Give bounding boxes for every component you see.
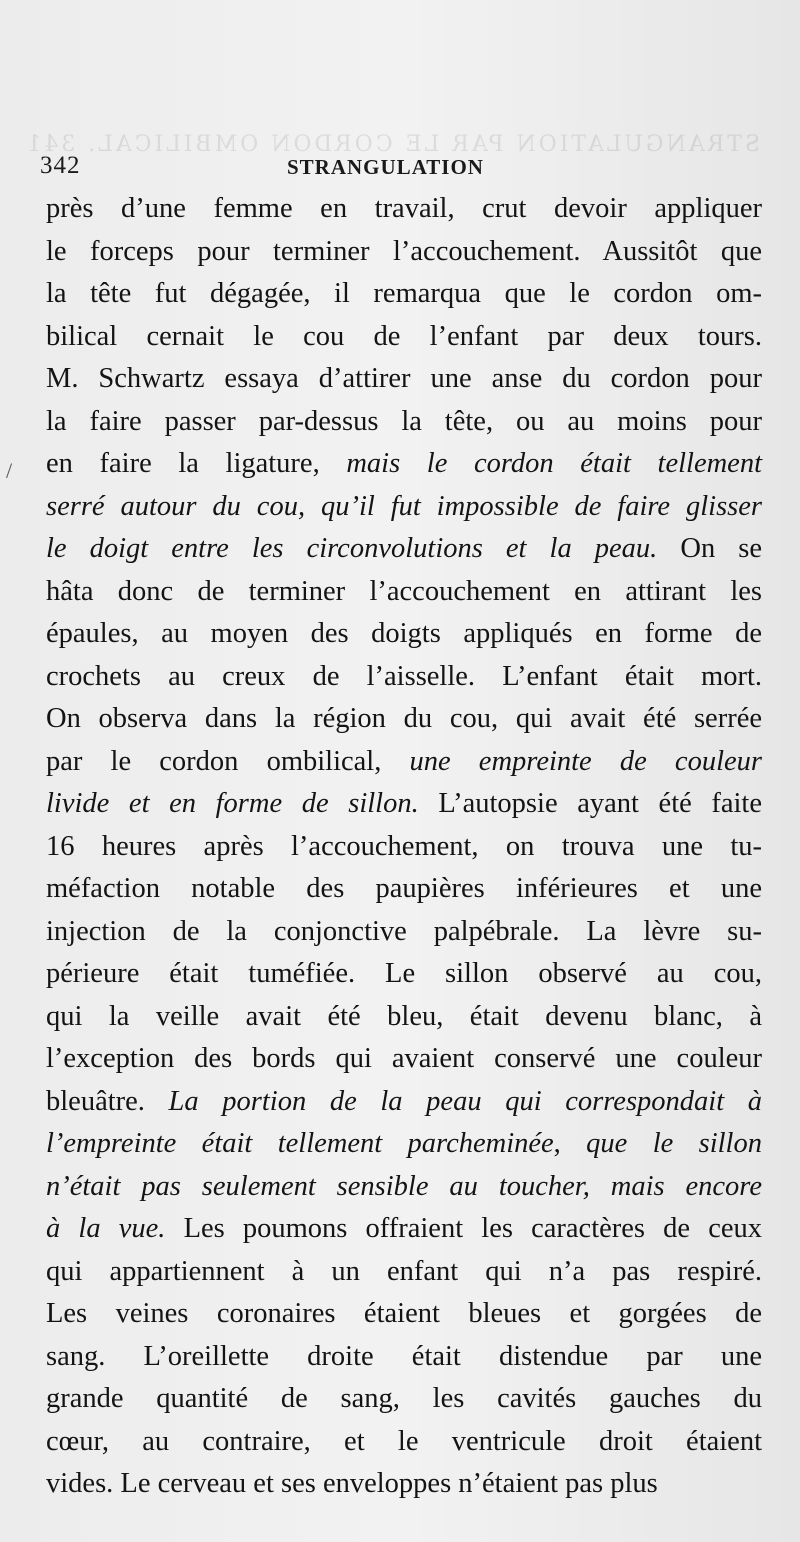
text-line [46,698,762,741]
text-segment: sang. L’oreillette droite était distendue par une [46,1340,762,1372]
text-line [46,1378,762,1421]
text-line [46,1081,762,1124]
text-line [46,826,762,869]
italic-text-segment: La portion de la peau qui correspondait à [168,1085,763,1117]
text-line [46,571,762,614]
body-text [46,188,762,1506]
italic-text-segment: n’était pas seulement sensible au toucher, mais encore [46,1170,762,1202]
text-line [46,486,762,529]
text-line [46,1123,762,1166]
text-segment: Les poumons offraient les caractères de ceux [165,1213,762,1244]
text-segment: , [553,1128,587,1159]
text-line [46,911,762,954]
text-segment: cœur, au contraire, et le ventricule droit étaient [46,1425,762,1457]
text-segment: 16 heures après l’accouchement, on trouva une tu- [46,830,762,862]
italic-text-segment: une empreinte de couleur [409,745,762,777]
text-line [46,528,762,571]
text-line [46,316,762,359]
text-line [46,996,762,1039]
text-segment: périeure était tuméfiée. Le sillon observé au cou, [46,958,762,989]
text-line [46,1421,762,1464]
text-line [46,783,762,826]
text-segment: L’autopsie ayant été faite [418,788,762,819]
text-segment: Les veines coronaires étaient bleues et gorgées de [46,1298,762,1329]
bleed-through-text: STRANGULATION PAR LE CORDON OMBILICAL. 341 [24,132,760,157]
italic-text-segment: livide et en forme de sillon. [46,788,419,819]
italic-text-segment: serré autour du cou, qu’il fut impossible de faire glisser [46,490,762,522]
text-segment: en faire la ligature, [46,448,347,479]
text-segment: bleuâtre. [46,1085,169,1117]
page-number: 342 [40,152,81,179]
text-line [46,1336,762,1379]
text-line [46,401,762,444]
text-segment: injection de la conjonctive palpébrale. La lèvre su- [46,915,762,947]
text-line [46,953,762,996]
italic-text-segment: à la vue. [46,1213,166,1244]
text-segment: crochets au creux de l’aisselle. L’enfant était mort. [46,660,762,692]
text-line [46,656,762,699]
text-segment: l’exception des bords qui avaient conservé une couleur [46,1043,762,1074]
text-line [46,1251,762,1294]
text-segment: M. Schwartz essaya d’attirer une anse du cordon pour [46,363,762,394]
text-line [46,231,762,274]
text-line [46,741,762,784]
italic-text-segment: le doigt entre les circonvolutions et la peau. [46,533,658,564]
italic-text-segment: mais le cordon était tellement [346,448,763,479]
text-line [46,613,762,656]
margin-mark: / [6,458,13,483]
text-segment: qui appartiennent à un enfant qui n’a pas respiré. [46,1255,762,1287]
text-segment: On observa dans la région du cou, qui avait été serrée [46,703,762,734]
text-segment: près d’une femme en travail, crut devoir appliquer [46,193,762,224]
text-line [46,1038,762,1081]
text-segment: méfaction notable des paupières inférieures et une [46,873,762,904]
italic-text-segment: l’empreinte était tellement parcheminée [46,1128,554,1159]
text-line [46,1166,762,1209]
text-line [46,273,762,316]
text-segment: le forceps pour terminer l’accouchement. Aussitôt que [46,235,762,267]
text-line [46,443,762,486]
text-line [46,1463,762,1506]
text-segment: On se [657,533,763,564]
page-header [40,152,760,186]
text-segment: vides. Le cerveau et ses enveloppes n’étaient pas plus [46,1468,658,1499]
text-line [46,1208,762,1251]
running-head: STRANGULATION [287,155,484,179]
text-line [46,868,762,911]
text-segment: grande quantité de sang, les cavités gauches du [46,1383,762,1414]
text-segment: qui la veille avait été bleu, était devenu blanc, à [46,1000,762,1032]
text-segment: hâta donc de terminer l’accouchement en attirant les [46,575,762,607]
text-line [46,188,762,231]
text-segment: bilical cernait le cou de l’enfant par deux tours. [46,320,762,352]
text-segment: par le cordon ombilical, [46,745,410,777]
italic-text-segment: que le sillon [586,1128,762,1159]
text-segment: épaules, au moyen des doigts appliqués en forme de [46,618,762,649]
text-segment: la faire passer par-dessus la tête, ou au moins pour [46,405,762,437]
text-segment: la tête fut dégagée, il remarqua que le cordon om- [46,278,762,309]
text-line [46,358,762,401]
text-line [46,1293,762,1336]
